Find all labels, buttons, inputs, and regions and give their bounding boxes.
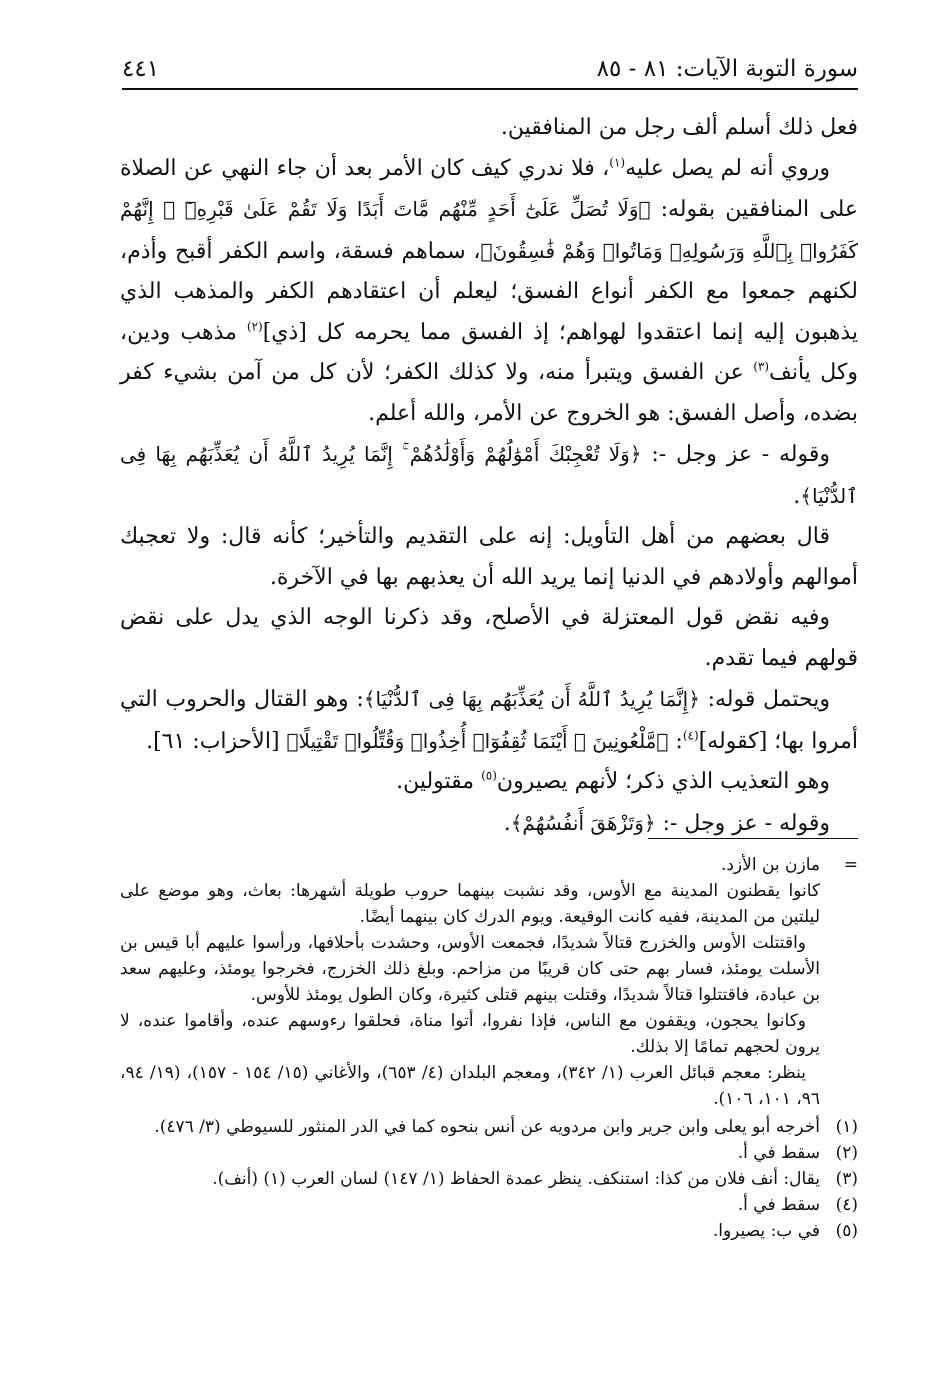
footnotes	[120, 852, 858, 1244]
footnote-list	[120, 1114, 858, 1244]
footnote-ref: (٢)	[246, 319, 263, 334]
footnote-text: أخرجه أبو يعلى وابن جرير وابن مردويه عن أنس بنحوه كما في الدر المنثور للسيوطي (٣/ ٤٧٦).	[154, 1117, 820, 1137]
text-run: عن الفسق ويتبرأ منه، ولا كذلك الكفر؛ لأن كل من آمن بشيء كفر بضده، وأصل الفسق: هو الخروج عن الأمر، والله أعلم.	[120, 360, 858, 426]
paragraph	[120, 517, 858, 598]
text-run: وقوله - عز وجل -:	[655, 810, 830, 836]
text-run: ، فلا ندري كيف كان الأمر بعد أن جاء النهي عن الصلاة على المنافقين بقوله:	[120, 155, 858, 222]
footnote-ref: (٤)	[682, 728, 699, 743]
page-header	[122, 52, 858, 90]
footnote-ref: (٣)	[753, 359, 770, 374]
text-run: ويحتمل قوله:	[699, 687, 830, 712]
text-run: مذهب ودين، وكل يأنف	[120, 319, 858, 385]
footnote-ref: (٥)	[481, 768, 497, 783]
text-run: .	[503, 810, 511, 836]
text-run: وهو التعذيب الذي ذكر؛ لأنهم يصيرون	[496, 769, 830, 794]
footnote-paragraph: ينظر: معجم قبائل العرب (١/ ٣٤٢)، ومعجم البلدان (٤/ ٦٥٣)، والأغاني (١٥/ ١٥٤ - ١٥٧)، (١٩/ ٩٤، ٩٦، ١٠١، ١٠٦).	[120, 1063, 820, 1109]
footnote-marker: (٣)	[835, 1169, 858, 1189]
footnote-item	[120, 1192, 858, 1218]
quran-verse: ﴿إِنَّمَا يُرِيدُ ٱللَّهُ أَن يُعَذِّبَهُم بِهَا فِى ٱلدُّنْيَا﴾	[363, 687, 700, 711]
footnote-separator	[648, 838, 858, 839]
quran-verse: ﴿وَلَا تُعْجِبْكَ أَمْوَٰلُهُمْ وَأَوْلَٰدُهُمْ ۚ إِنَّمَا يُرِيدُ ٱللَّهُ أَن يُعَذِّبَهُم بِهَا فِى ٱلدُّنْيَا﴾	[120, 442, 858, 508]
footnote-continuation-body	[120, 878, 858, 1112]
footnote-text: يقال: أنف فلان من كذا: استنكف. ينظر عمدة الحفاظ (١/ ١٤٧) لسان العرب (١) (أنف).	[212, 1169, 820, 1189]
footnote-item	[120, 1166, 858, 1192]
footnote-paragraph: واقتتلت الأوس والخزرج قتالاً شديدًا، فجمعت الأوس، وحشدت بأحلافها، ورأسوا عليهم أبا قيس بن الأسلت يومئذ، فسار بهم حتى كان قريبًا من مزاحم. وبلغ ذلك الخزرج، فخرجوا يومئذ، وعليهم سعد بن عبادة، فاقتتلوا قتالاً شديدًا، وقتلت بينهم قتلى كثيرة، وكان الطول يومئذ للأوس.	[120, 933, 820, 1005]
footnote-marker: (٤)	[835, 1195, 858, 1215]
footnote-text: سقط في أ.	[737, 1195, 820, 1215]
text-run: قال بعضهم من أهل التأويل: إنه على التقديم والتأخير؛ كأنه قال: ولا تعجبك أموالهم وأولادهم في الدنيا إنما يريد الله أن يعذبهم بها في الآخرة.	[120, 524, 858, 590]
footnote-paragraph: كانوا يقطنون المدينة مع الأوس، وقد نشبت بينهما حروب طويلة أشهرها: بعاث، وهو موضع على ليلتين من المدينة، ففيه كانت الوقيعة. ويوم الدرك كان بينهما أيضًا.	[120, 881, 820, 927]
text-run: ، سماهم فسقة، واسم الكفر أقبح وأذم، لكنهم جمعوا مع الكفر أنواع الفسق؛ ليعلم أن اعتقادهم الكفر والمذهب الذي يذهبون إليه إنما اعتقدوا لهواهم؛ إذ الفسق مما يحرمه كل [ذي]	[120, 238, 858, 345]
footnote-marker: (١)	[835, 1117, 858, 1137]
quran-verse: ﴿وَلَا تُصَلِّ عَلَىٰٓ أَحَدٍ مِّنْهُم مَّاتَ أَبَدًا وَلَا تَقُمْ عَلَىٰ قَبْرِهِۦٓ ۖ إِنَّهُمْ كَفَرُوا۟ بِٱللَّهِ وَرَسُولِهِۦ وَمَاتُوا۟ وَهُمْ فَٰسِقُونَ﴾	[120, 197, 858, 263]
footnote-continuation	[120, 852, 858, 878]
paragraph	[120, 149, 858, 435]
footnote-marker: (٥)	[835, 1221, 858, 1241]
continuation-marker: =	[843, 855, 858, 875]
text-run: وقوله - عز وجل -:	[641, 442, 830, 467]
footnote-marker: (٢)	[835, 1143, 858, 1163]
text-run: مقتولين.	[396, 769, 482, 794]
text-run: وروي أنه لم يصل عليه	[625, 155, 830, 181]
footnote-item	[120, 1140, 858, 1166]
footnote-ref: (١)	[609, 155, 626, 170]
paragraph	[120, 434, 858, 517]
main-text	[120, 108, 858, 844]
running-title: سورة التوبة الآيات: ٨١ - ٨٥	[596, 56, 858, 82]
text-run: [الأحزاب: ٦١].	[146, 728, 287, 754]
paragraph	[120, 108, 858, 149]
footnote-paragraph: وكانوا يحجون، ويقفون مع الناس، فإذا نفروا، أتوا مناة، فحلقوا رءوسهم عنده، وأقاموا عنده، لا يرون لحجهم تمامًا إلا بذلك.	[120, 1011, 820, 1057]
footnote-text: سقط في أ.	[737, 1143, 820, 1163]
footnote-text: في ب: يصيروا.	[712, 1221, 820, 1241]
text-run: .	[793, 483, 801, 509]
paragraph	[120, 598, 858, 679]
footnote-item	[120, 1114, 858, 1140]
text-run: :	[668, 728, 683, 754]
paragraph	[120, 679, 858, 762]
text-run: فعل ذلك أسلم ألف رجل من المنافقين.	[500, 115, 858, 140]
footnote-text: مازن بن الأزد.	[720, 855, 820, 875]
text-run: وفيه نقض قول المعتزلة في الأصلح، وقد ذكرنا الوجه الذي يدل على نقض قولهم فيما تقدم.	[120, 605, 858, 671]
page-number: ٤٤١	[122, 56, 160, 82]
quran-verse: ﴿مَّلْعُونِينَ ۖ أَيْنَمَا ثُقِفُوٓا۟ أُخِذُوا۟ وَقُتِّلُوا۟ تَقْتِيلًا﴾	[286, 728, 669, 753]
paragraph	[120, 762, 858, 803]
footnote-item	[120, 1218, 858, 1244]
text-run: : وهو القتال والحروب التي أمروا بها؛ [كقوله]	[120, 687, 858, 754]
quran-verse: ﴿وَتَزْهَقَ أَنفُسُهُمْ﴾	[510, 810, 656, 835]
